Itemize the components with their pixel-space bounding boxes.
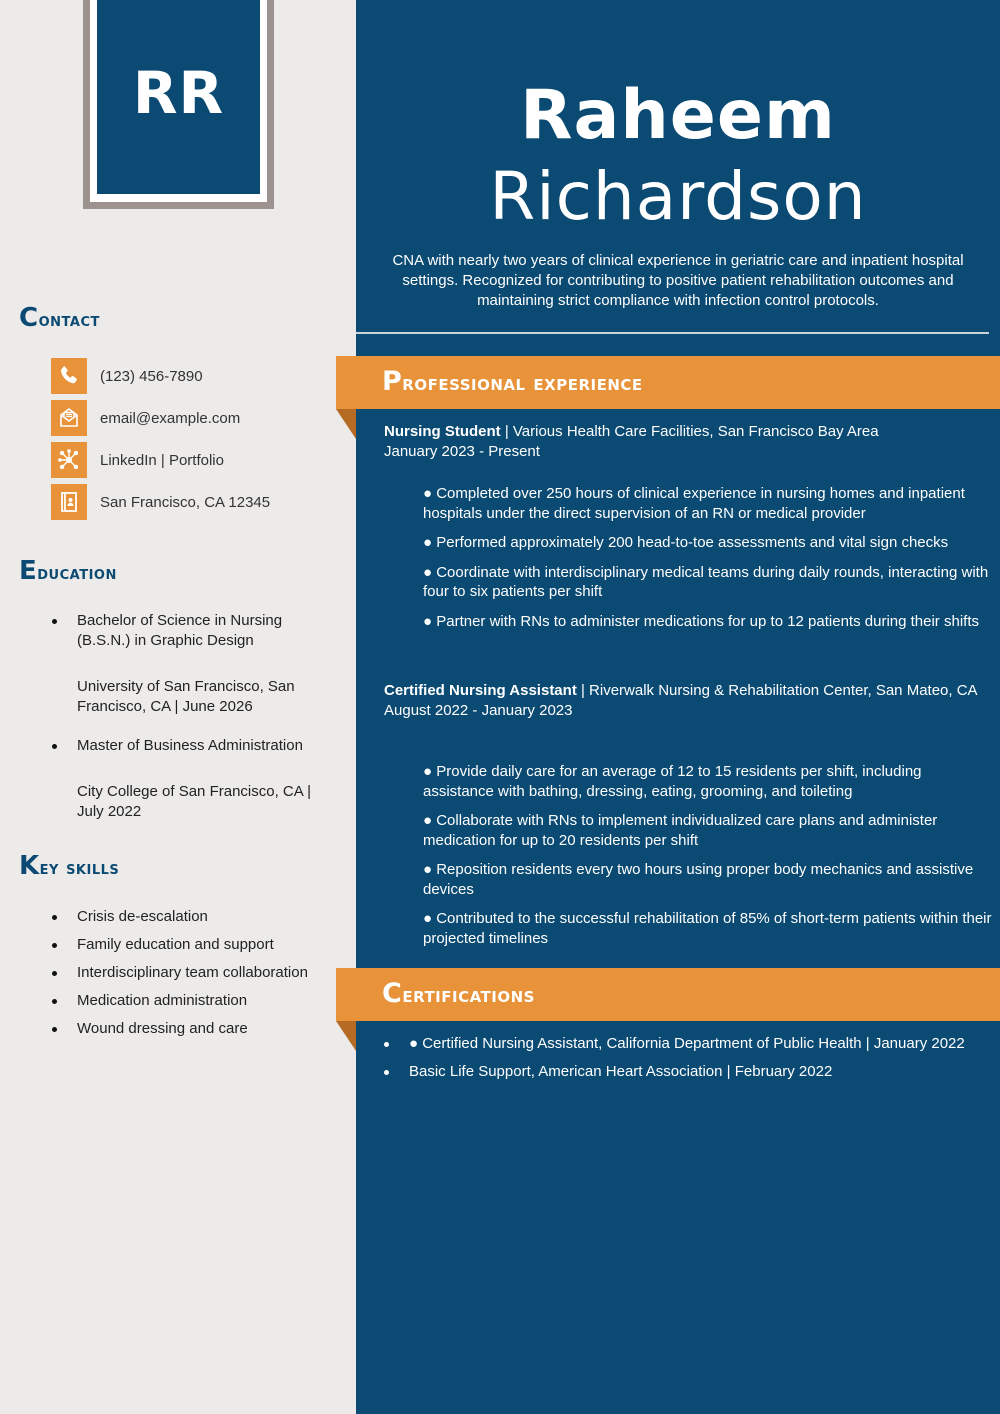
job-company: | Various Health Care Facilities, San Francisco Bay Area (500, 423, 879, 440)
job-company: | Riverwalk Nursing & Rehabilitation Center, San Mateo, CA (576, 682, 978, 699)
education-school: University of San Francisco, San Francisco, CA | June 2026 (77, 678, 295, 715)
skills-list (51, 907, 331, 1047)
education-degree: Bachelor of Science in Nursing (B.S.N.) in Graphic Design (51, 611, 331, 651)
skill-item: Interdisciplinary team collaboration (51, 963, 331, 983)
job-bullet: ● Contributed to the successful rehabilitation of 85% of short-term patients within their projected timelines (423, 910, 992, 947)
skills-heading: Key skills (19, 851, 120, 881)
contact-email (51, 400, 240, 436)
certifications-list (384, 1034, 974, 1089)
email-text[interactable]: email@example.com (100, 409, 241, 427)
job-bullet: ● Provide daily care for an average of 12 to 15 residents per shift, including assistance with bathing, dressing, eating, grooming, and toileting (423, 763, 922, 800)
certifications-heading: Certifications (382, 978, 535, 1009)
job-bullet: ● Coordinate with interdisciplinary medical teams during daily rounds, interacting with four to six patients per shift (423, 563, 989, 600)
contact-heading: Contact (19, 303, 100, 333)
job-dates: January 2023 - Present (384, 443, 540, 460)
job-header (384, 422, 990, 462)
job-bullet: ● Partner with RNs to administer medications for up to 12 patients during their shifts (423, 612, 979, 630)
job-bullets (423, 484, 993, 641)
first-name: Raheem (520, 76, 836, 155)
email-icon (51, 400, 87, 436)
job-header (384, 681, 990, 721)
monogram: RR (132, 59, 225, 127)
contact-links (51, 442, 224, 478)
last-name: Richardson (489, 158, 867, 235)
address-text: San Francisco, CA 12345 (100, 493, 271, 511)
job-title: Nursing Student (384, 423, 501, 440)
education-heading: Education (19, 556, 117, 586)
address-card-icon (51, 484, 87, 520)
certification-item: ● Certified Nursing Assistant, California Department of Public Health | January 2022 (384, 1034, 974, 1054)
job-bullet: ● Performed approximately 200 head-to-toe assessments and vital sign checks (423, 534, 949, 551)
certifications-banner (336, 968, 1000, 1021)
job-bullets (423, 762, 993, 958)
phone-icon (51, 358, 87, 394)
phone-text[interactable]: (123) 456-7890 (100, 367, 203, 385)
header-divider (356, 332, 989, 334)
education-list (51, 611, 331, 651)
skill-item: Family education and support (51, 935, 331, 955)
linkedin-portfolio-text[interactable]: LinkedIn | Portfolio (100, 451, 224, 469)
education-degree: Master of Business Administration (51, 736, 331, 756)
contact-phone (51, 358, 203, 394)
experience-banner (336, 356, 1000, 409)
skill-item: Crisis de-escalation (51, 907, 331, 927)
skill-item: Medication administration (51, 991, 331, 1011)
network-icon (51, 442, 87, 478)
skill-item: Wound dressing and care (51, 1019, 331, 1039)
job-bullet: ● Reposition residents every two hours using proper body mechanics and assistive devices (423, 861, 974, 898)
monogram-box (97, 0, 260, 194)
certification-item: Basic Life Support, American Heart Association | February 2022 (384, 1062, 974, 1082)
education-school: City College of San Francisco, CA | July 2022 (77, 783, 311, 820)
job-dates: August 2022 - January 2023 (384, 702, 573, 719)
job-bullet: ● Collaborate with RNs to implement individualized care plans and administer medication for up to 20 residents per shift (423, 812, 938, 849)
contact-address (51, 484, 270, 520)
job-bullet: ● Completed over 250 hours of clinical experience in nursing homes and inpatient hospitals under the direct supervision of an RN or medical provider (423, 485, 965, 522)
monogram-frame (83, 0, 274, 209)
job-title: Certified Nursing Assistant (384, 682, 577, 699)
summary: CNA with nearly two years of clinical experience in geriatric care and inpatient hospital settings. Recognized for contributing to positive patient rehabilitation outcomes and maintaining strict compliance with infection control protocols. (392, 252, 964, 309)
experience-heading: Professional experience (382, 366, 643, 397)
sidebar (0, 0, 356, 1414)
